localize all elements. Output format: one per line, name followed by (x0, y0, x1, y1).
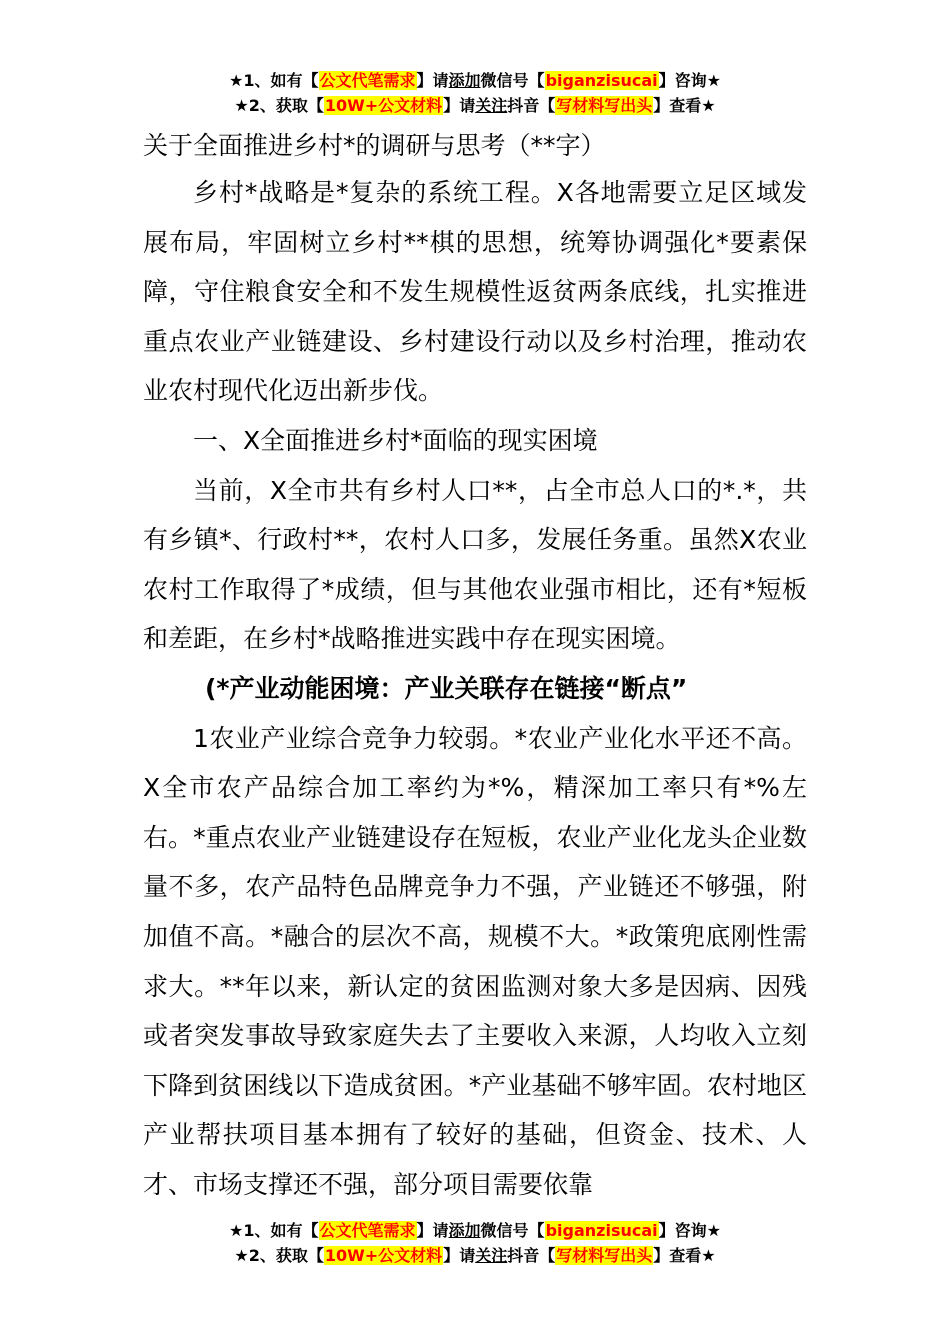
subsection-heading-1: (*产业动能困境：产业关联存在链接“断点” (205, 673, 688, 703)
promo-text: ★2、获取【 (234, 1246, 324, 1265)
promo-line-2 (0, 1243, 950, 1268)
section-heading-1: 一、X全面推进乡村*面临的现实困境 (193, 425, 598, 455)
promo-text: 】咨询★ (658, 1221, 721, 1240)
promo-underlined: 添加 (448, 71, 481, 90)
promo-line-1 (0, 68, 950, 93)
footer-promo-banner (0, 1218, 950, 1268)
promo-text: 】请 (443, 96, 476, 115)
promo-text: 】查看★ (653, 1246, 716, 1265)
document-body (143, 124, 807, 1209)
promo-line-2 (0, 93, 950, 118)
promo-text: 微信号【 (480, 71, 545, 90)
promo-text: 抖音【 (507, 1246, 556, 1265)
paragraph-industry-weakness: 1农业产业综合竞争力较弱。*农业产业化水平还不高。X全市农产品综合加工率约为*%，精深加工率只有*%左右。*重点农业产业链建设存在短板，农业产业化龙头企业数量不多，农产品特色品牌竞争力不强，产业链还不够强，附加值不高。*融合的层次不高，规模不大。*政策兜底刚性需求大。**年以来，新认定的贫困监测对象大多是因病、因残或者突发事故导致家庭失去了主要收入来源，人均收入立刻下降到贫困线以下造成贫困。*产业基础不够牢固。农村地区产业帮扶项目基本拥有了较好的基础，但资金、技术、人才、市场支撑还不强，部分项目需要依靠 (143, 723, 807, 1199)
promo-wechat-id: biganzisucai (545, 71, 658, 90)
promo-underlined: 关注 (475, 96, 508, 115)
promo-text: 】请 (416, 1221, 449, 1240)
paragraph-intro: 乡村*战略是*复杂的系统工程。X各地需要立足区域发展布局，牢固树立乡村**棋的思想，统筹协调强化*要素保障，守住粮食安全和不发生规模性返贫两条底线，扎实推进重点农业产业链建设、乡村建设行动以及乡村治理，推动农业农村现代化迈出新步伐。 (143, 178, 807, 406)
promo-highlight: 公文代笔需求 (319, 1221, 416, 1240)
promo-text: 抖音【 (507, 96, 556, 115)
promo-wechat-id: biganzisucai (545, 1221, 658, 1240)
promo-underlined: 添加 (448, 1221, 481, 1240)
promo-text: 微信号【 (480, 1221, 545, 1240)
header-promo-banner (0, 68, 950, 118)
promo-highlight: 10W+公文材料 (324, 1246, 443, 1265)
promo-underlined: 关注 (475, 1246, 508, 1265)
promo-text: ★1、如有【 (229, 1221, 319, 1240)
promo-douyin-id: 写材料写出头 (556, 96, 653, 115)
promo-text: 】请 (443, 1246, 476, 1265)
promo-highlight: 公文代笔需求 (319, 71, 416, 90)
promo-text: 】查看★ (653, 96, 716, 115)
promo-line-1 (0, 1218, 950, 1243)
paragraph-current-status: 当前，X全市共有乡村人口**，占全市总人口的*.*，共有乡镇*、行政村**，农村人口多，发展任务重。虽然X农业农村工作取得了*成绩，但与其他农业强市相比，还有*短板和差距，在乡村*战略推进实践中存在现实困境。 (143, 475, 807, 654)
promo-text: 】请 (416, 71, 449, 90)
promo-text: ★1、如有【 (229, 71, 319, 90)
promo-text: 】咨询★ (658, 71, 721, 90)
promo-highlight: 10W+公文材料 (324, 96, 443, 115)
promo-douyin-id: 写材料写出头 (556, 1246, 653, 1265)
document-title: 关于全面推进乡村*的调研与思考（**字） (143, 131, 606, 160)
promo-text: ★2、获取【 (234, 96, 324, 115)
